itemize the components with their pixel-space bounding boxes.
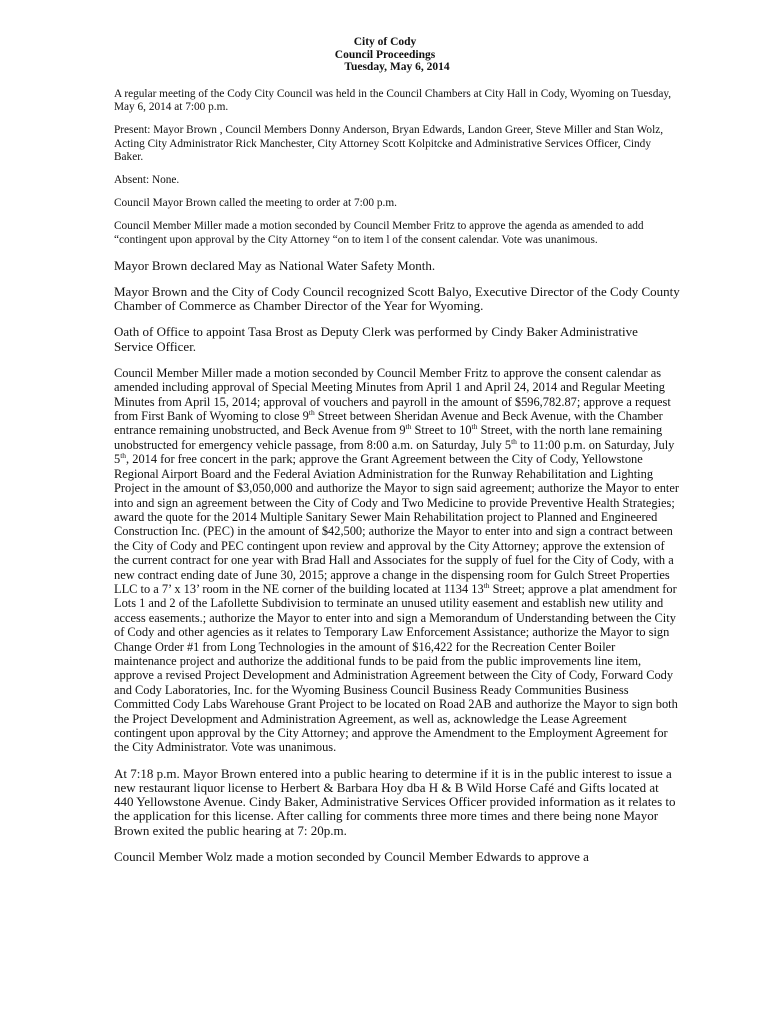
header-city: City of Cody <box>353 36 417 48</box>
consent-text-7: Street; approve a plat amendment for Lots 1 and 2 of the Lafollette Subdivision to terminate an unused utility easement and establish new utility and access easements.; authorize the Mayor to enter into and sign a Memorandum of Understanding between the City of Cody and other agencies as it relates to Temporary Law Enforcement Assistance; authorize the Mayor to sign Change Order #1 from Long Technologies in the amount of $16,422 for the Recreation Center Boiler maintenance project and authorize the additional funds to be paid from the public improvements line item, approve a revised Project Development and Administration Agreement between the City of Cody, Forward Cody and Cody Laboratories, Inc. for the Wyoming Business Council Business Ready Communities Business Committed Cody Labs Warehouse Grant Project to be located on Road 2AB and authorize the Mayor to sign both the Project Development and Administration Agreement, as well as, acknowledge the Lease Agreement contingent upon approval by the City Attorney; and approve the Amendment to the Employment Agreement for the City Administrator. Vote was unanimous. <box>114 581 678 755</box>
paragraph-meeting-intro: A regular meeting of the Cody City Council was held in the Council Chambers at City Hall in Cody, Wyoming on Tuesday, May 6, 2014 at 7:00 p.m. <box>114 88 672 114</box>
consent-text-1: Council Member Miller made a motion seconded by Council Member Fritz to approve the consent calendar as amended including approval of Special Meeting Minutes from April 1 and April 24, 2014 and Regular Meeting Minutes from April 15, 2014; approval of vouchers and payroll in the amount of $596,782.87; approve a request from First Bank of Wyoming to close 9 <box>114 365 671 424</box>
paragraph-agenda-motion: Council Member Miller made a motion seconded by Council Member Fritz to approve the agenda as amended to add “contingent upon approval by the City Attorney “on to item l of the consent calendar. Vote was unanimous. <box>114 220 644 246</box>
ordinal-suffix: th <box>405 422 412 432</box>
paragraph-absent: Absent: None. <box>114 174 180 187</box>
consent-text-2: Street between Sheridan Avenue and Beck Avenue, with the Chamber entrance remaining unobstructed, and Beck Avenue from 9 <box>114 409 663 438</box>
paragraph-liquor-motion: Council Member Wolz made a motion seconded by Council Member Edwards to approve a <box>114 848 589 864</box>
consent-text-4: Street, with the north lane remaining unobstructed for emergency vehicle passage, from 8:00 a.m. on Saturday, July 5 <box>114 423 663 452</box>
ordinal-suffix: th <box>511 436 517 446</box>
document-header <box>0 36 770 74</box>
header-date: Tuesday, May 6, 2014 <box>344 61 450 73</box>
ordinal-suffix: th <box>471 422 478 432</box>
paragraph-water-safety: Mayor Brown declared May as National Water Safety Month. <box>114 257 436 273</box>
paragraph-call-to-order: Council Mayor Brown called the meeting to order at 7:00 p.m. <box>114 197 397 210</box>
consent-text-6: , 2014 for free concert in the park; approve the Grant Agreement between the City of Cody, Yellowstone Regional Airport Board and the Federal Aviation Administration for the Runway Rehabilitation and Lighting Project in the amount of $3,050,000 and authorize the Mayor to sign said agreement; authorize the Mayor to enter into and sign an agreement between the City of Cody and Two Medicine to provide Preventive Health Strategies; award the quote for the 2014 Multiple Sanitary Sewer Main Rehabilitation project to Planned and Engineered Construction Inc. (PEC) in the amount of $42,500; authorize the Mayor to enter into and sign a contract between the City of Cody and PEC contingent upon review and approval by the City Attorney; approve the extension of the current contract for one year with Brad Hall and Associates for the supply of fuel for the City of Cody, with a new contract ending date of June 30, 2015; approve a change in the dispensing room for Gulch Street Properties LLC to a 7’ x 13’ room in the NE corner of the building located at 1134 13 <box>114 452 679 596</box>
ordinal-suffix: th <box>483 580 490 590</box>
consent-text-3: Street to 10 <box>411 423 472 438</box>
paragraph-chamber-director: Mayor Brown and the City of Cody Council recognized Scott Balyo, Executive Director of the Cody County Chamber of Commerce as Chamber Director of the Year for Wyoming. <box>114 284 680 314</box>
header-title: Council Proceedings <box>334 48 436 61</box>
ordinal-suffix: th <box>308 408 315 418</box>
document-body <box>114 88 680 864</box>
paragraph-present: Present: Mayor Brown , Council Members Donny Anderson, Bryan Edwards, Landon Greer, Steve Miller and Stan Wolz, Acting City Administrator Rick Manchester, City Attorney Scott Kolpitcke and Administrative Services Officer, Cindy Baker. <box>114 124 664 163</box>
consent-text-5: to 11:00 p.m. on Saturday, July 5 <box>114 437 675 467</box>
paragraph-oath-of-office: Oath of Office to appoint Tasa Brost as Deputy Clerk was performed by Cindy Baker Administrative Service Officer. <box>114 324 638 354</box>
ordinal-suffix: th <box>120 451 127 461</box>
paragraph-public-hearing: At 7:18 p.m. Mayor Brown entered into a public hearing to determine if it is in the public interest to issue a new restaurant liquor license to Herbert & Barbara Hoy dba H & B Wild Horse Café and Gifts located at 440 Yellowstone Avenue. Cindy Baker, Administrative Services Officer provided information as it relates to the application for this license. After calling for comments three more times and there being none Mayor Brown exited the public hearing at 7: 20p.m. <box>114 765 676 838</box>
paragraph-consent-calendar <box>114 366 680 755</box>
